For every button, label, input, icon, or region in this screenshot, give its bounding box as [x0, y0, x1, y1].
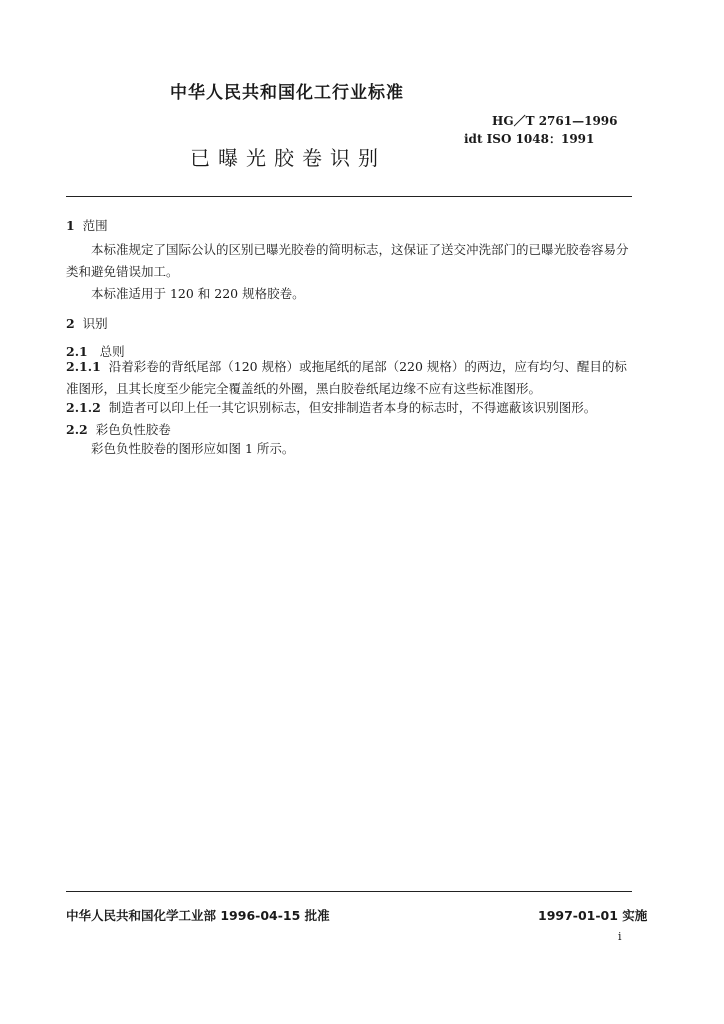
approval-line: 中华人民共和国化学工业部 1996-04-15 批准 [66, 908, 330, 923]
section-number: 2.2 [66, 422, 88, 437]
section-title: 总则 [99, 344, 125, 359]
standard-code: HG／T 2761—1996 [492, 114, 618, 128]
header-divider [66, 196, 632, 197]
effective-date: 1997-01-01 实施 [538, 908, 648, 923]
page-number: i [618, 930, 622, 943]
clause-2-1-2 [66, 397, 632, 419]
applicability-paragraph: 本标准适用于 120 和 220 规格胶卷。 [91, 286, 305, 301]
section-1-heading [66, 216, 108, 234]
clause-number: 2.1.1 [66, 359, 101, 374]
section-2-heading [66, 314, 108, 332]
footer-divider [66, 891, 632, 892]
section-title: 识别 [82, 316, 108, 331]
clause-2-1-1 [66, 356, 632, 400]
document-title: 已曝光胶卷识别 [190, 146, 386, 170]
section-title: 范围 [82, 218, 108, 233]
section-title: 彩色负性胶卷 [95, 422, 171, 437]
section-number: 2.1 [66, 344, 88, 359]
issuing-organization: 中华人民共和国化工行业标准 [170, 83, 404, 103]
equivalent-standard: idt ISO 1048：1991 [464, 132, 595, 146]
clause-text: 沿着彩卷的背纸尾部（120 规格）或拖尾纸的尾部（220 规格）的两边，应有均匀、醒目的标准图形，且其长度至少能完全覆盖纸的外圈，黑白胶卷纸尾边缘不应有这些标准图形。 [66, 359, 627, 396]
clause-text: 制造者可以印上任一其它识别标志，但安排制造者本身的标志时，不得遮蔽该识别图形。 [108, 400, 597, 415]
clause-number: 2.1.2 [66, 400, 101, 415]
section-2-2-heading [66, 420, 171, 438]
section-number: 1 [66, 218, 75, 233]
section-number: 2 [66, 316, 75, 331]
color-negative-paragraph: 彩色负性胶卷的图形应如图 1 所示。 [91, 441, 295, 456]
scope-paragraph: 本标准规定了国际公认的区别已曝光胶卷的简明标志，这保证了送交冲洗部门的已曝光胶卷容易分类和避免错误加工。 [66, 242, 629, 279]
